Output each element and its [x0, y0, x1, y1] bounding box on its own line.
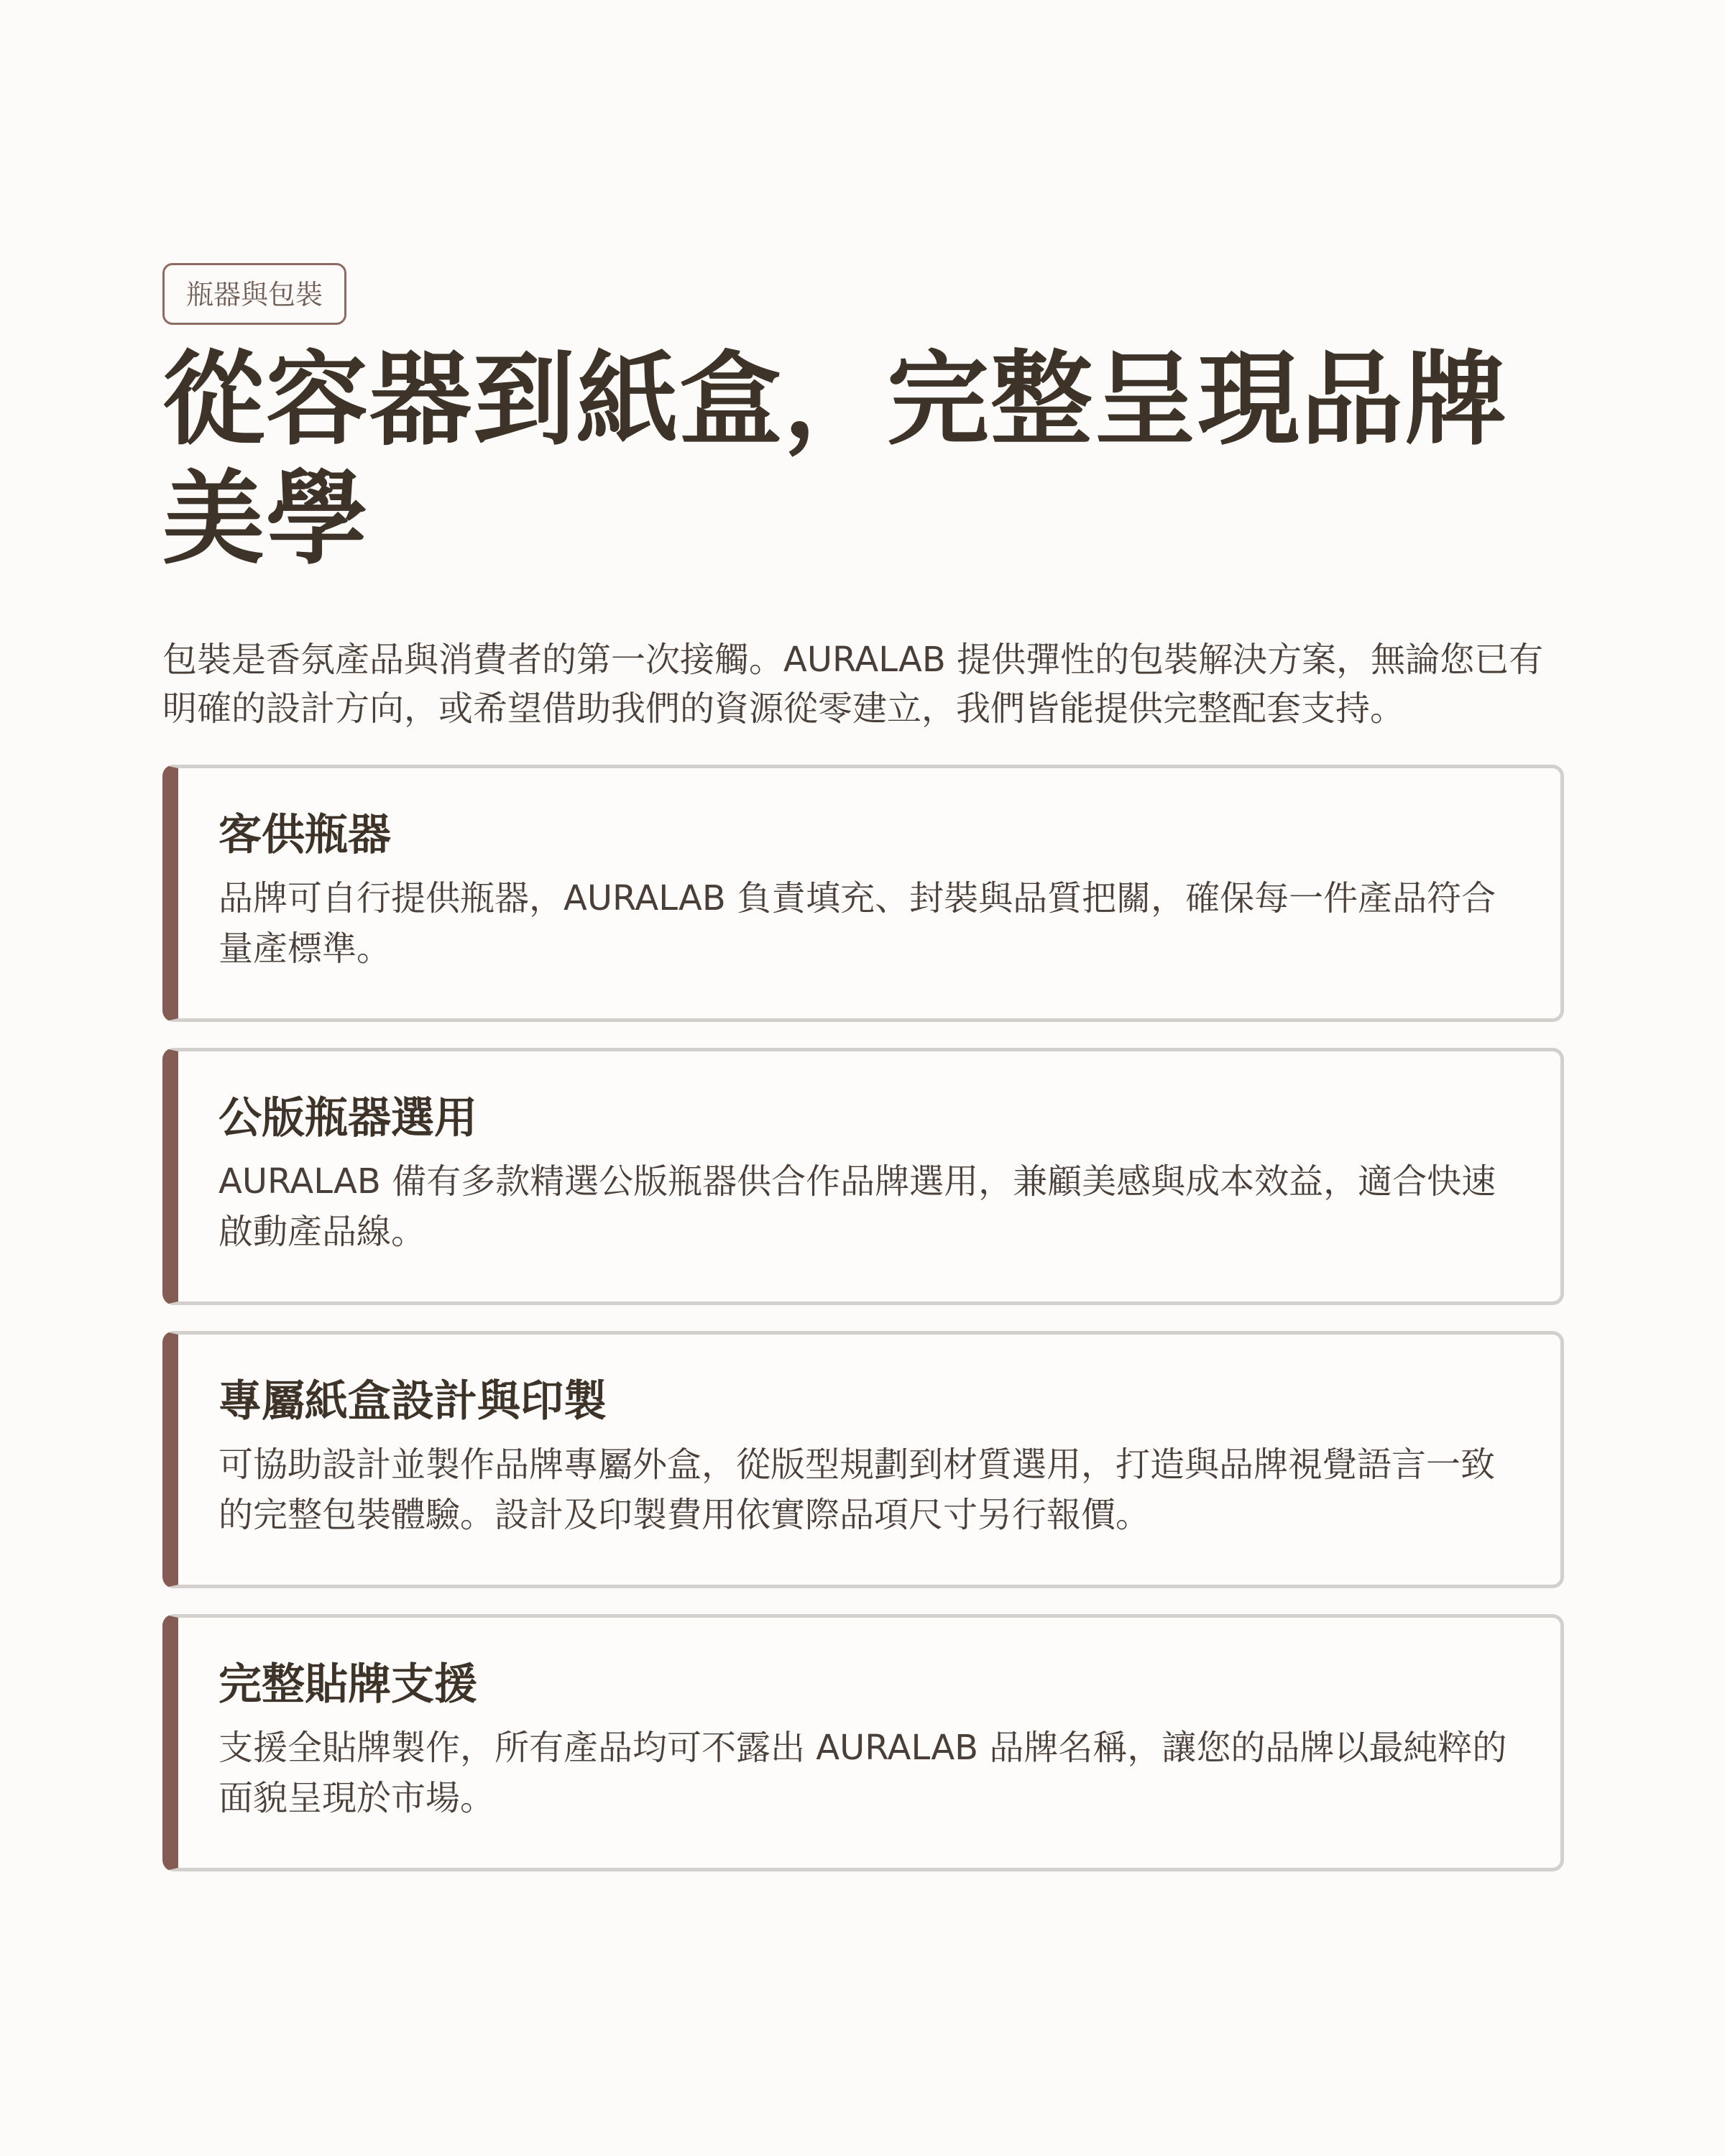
card-title: 客供瓶器	[218, 810, 391, 860]
category-badge: 瓶器與包裝	[162, 263, 346, 325]
card-description: AURALAB 備有多款精選公版瓶器供合作品牌選用，兼顧美感與成本效益，適合快速啟動產品線。	[218, 1161, 1496, 1252]
page-content	[162, 263, 1563, 1897]
card-description: 品牌可自行提供瓶器，AURALAB 負責填充、封裝與品質把關，確保每一件產品符合量產標準。	[218, 878, 1496, 969]
service-card-custom-box	[162, 1331, 1564, 1588]
page-title: 從容器到紙盒，完整呈現品牌美學	[162, 341, 1508, 579]
service-card-customer-bottles	[162, 765, 1564, 1022]
card-description: 可協助設計並製作品牌專屬外盒，從版型規劃到材質選用，打造與品牌視覺語言一致的完整包裝體驗。設計及印製費用依實際品項尺寸另行報價。	[218, 1445, 1496, 1535]
card-title: 公版瓶器選用	[218, 1093, 477, 1143]
card-title: 完整貼牌支援	[218, 1659, 477, 1710]
service-card-stock-bottles	[162, 1048, 1564, 1305]
intro-paragraph: 包裝是香氛產品與消費者的第一次接觸。AURALAB 提供彈性的包裝解決方案，無論您已有明確的設計方向，或希望借助我們的資源從零建立，我們皆能提供完整配套支持。	[162, 640, 1544, 729]
card-description: 支援全貼牌製作，所有產品均可不露出 AURALAB 品牌名稱，讓您的品牌以最純粹的面貌呈現於市場。	[218, 1728, 1507, 1818]
card-title: 專屬紙盒設計與印製	[218, 1376, 607, 1427]
service-card-list	[162, 765, 1563, 1871]
service-card-white-label	[162, 1614, 1564, 1871]
